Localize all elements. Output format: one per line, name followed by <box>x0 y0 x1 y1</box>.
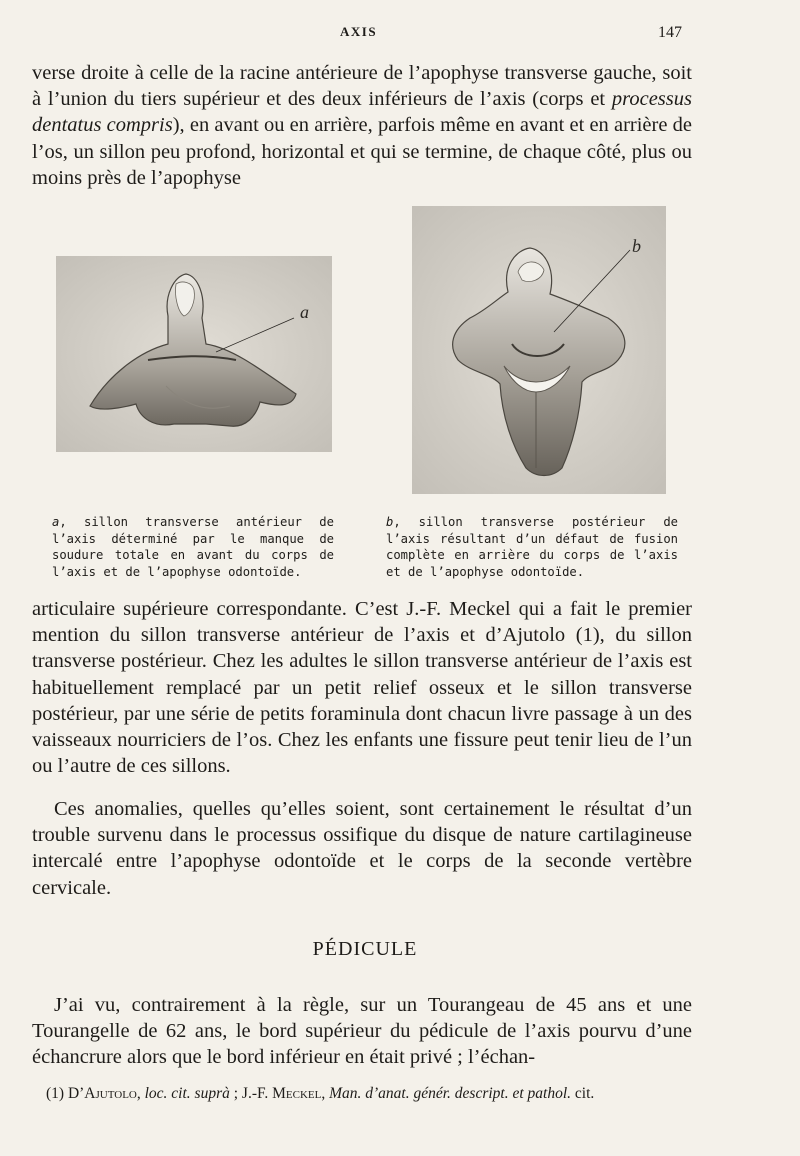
section-title: PÉDICULE <box>312 938 418 960</box>
figure-b-caption: b, sillon transverse postérieur de l’axis résultant d’un défaut de fusion complète en arrière du corps de l’axis et de l’apophyse odontoïde. <box>386 515 678 579</box>
figure-a-axis-anterior <box>56 256 332 452</box>
paragraph-3: Ces anomalies, quelles qu’elles soient, sont certainement le résultat d’un trouble survenu dans le processus ossifique du disque de nature cartilagineuse intercalé entre l’apophyse odontoïde et le corps de la seconde vertèbre cervicale. <box>32 798 692 899</box>
running-head: AXIS <box>340 24 378 39</box>
figure-b-label: b <box>632 236 641 256</box>
page-header <box>0 22 800 44</box>
paragraph-4: J’ai vu, contrairement à la règle, sur un Tourangeau de 45 ans et une Tourangelle de 62 ans, le bord supérieur du pédicule de l’axis pourvu d’une échancrure alors que le bord inférieur en était privé ; l’échan- <box>32 994 692 1069</box>
page-number: 147 <box>658 24 682 41</box>
figure-b-axis-posterior <box>412 206 666 494</box>
top-paragraph: verse droite à celle de la racine antérieure de l’apophyse transverse gauche, soit à l’union du tiers supérieur et des deux inférieurs de l’axis (corps et processus dentatus compris), en avant ou en arrière, parfois même en avant et en arrière de l’os, un sillon peu profond, horizontal et qui se termine, de chaque côté, plus ou moins près de l’apophyse <box>32 62 692 189</box>
footnote: (1) D’Ajutolo, loc. cit. suprà ; J.-F. Meckel, Man. d’anat. génér. descript. et pathol. cit. <box>46 1085 595 1102</box>
paragraph-2: articulaire supérieure correspondante. C’est J.-F. Meckel qui a fait le premier mention du sillon transverse antérieur de l’axis et d’Ajutolo (1), du sillon transverse postérieur. Chez les adultes le sillon transverse antérieur de l’axis est habituellement remplacé par un petit relief osseux et le sillon transverse postérieur, par une série de petits foraminula dont chacun livre passage à un des vaisseaux nourriciers de l’os. Chez les enfants une fissure peut tenir lieu de l’un ou l’autre de ces sillons. <box>32 598 692 778</box>
figure-a-caption: a, sillon transverse antérieur de l’axis déterminé par le manque de soudure totale en avant du corps de l’axis et de l’apophyse odontoïde. <box>52 515 334 579</box>
figure-a-label: a <box>300 302 309 322</box>
